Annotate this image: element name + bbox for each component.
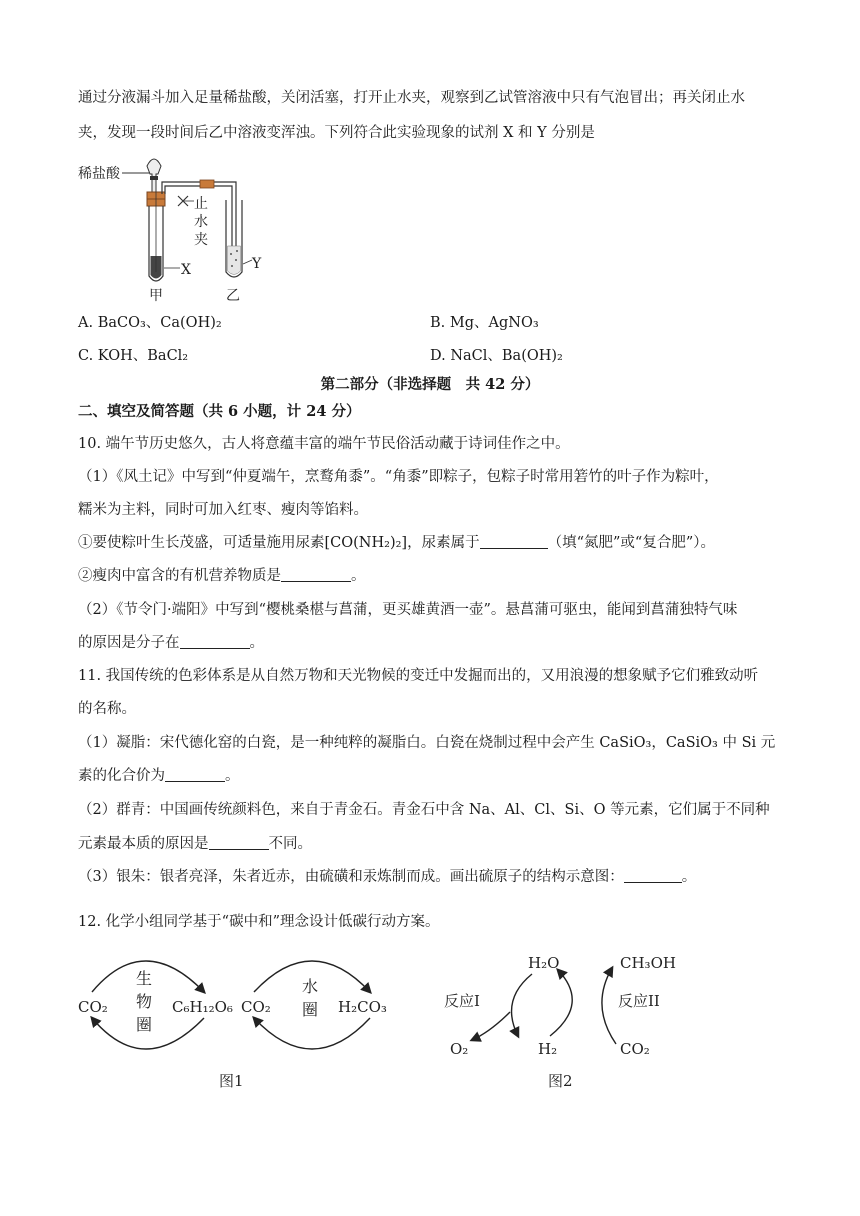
q11-p2-line1: （2）群青：中国画传统颜料色，来自于青金石。青金石中含 Na、Al、Cl、Si、O 等元素，它们属于不同种 bbox=[78, 802, 770, 818]
reaction-2-arrow-co2 bbox=[602, 968, 616, 1044]
q10-sub1-hint: （填“氮肥”或“复合肥”）。 bbox=[547, 535, 715, 551]
biosphere-char-3: 圈 bbox=[136, 1015, 153, 1034]
q10-p2-end: 。 bbox=[249, 635, 264, 651]
q10-p2-line1: （2）《节令门·端阳》中写到“樱桃桑椹与菖蒲，更买雄黄酒一壶”。悬菖蒲可驱虫，能闻到菖蒲独特气味 bbox=[78, 602, 738, 618]
q11-p1-line1: （1）凝脂：宋代德化窑的白瓷，是一种纯粹的凝脂白。白瓷在烧制过程中会产生 CaSiO₃，CaSiO₃ 中 Si 元 bbox=[78, 735, 776, 751]
q11-p2-line2 bbox=[78, 834, 312, 854]
option-d[interactable]: D. NaCl、Ba(OH)₂ bbox=[430, 348, 563, 364]
q12-stem: 12. 化学小组同学基于“碳中和”理念设计低碳行动方案。 bbox=[78, 914, 440, 930]
q10-stem: 10. 端午节历史悠久，古人将意蕴丰富的端午节民俗活动藏于诗词佳作之中。 bbox=[78, 436, 570, 452]
reaction-2-arrow-up bbox=[550, 970, 572, 1036]
hydrosphere-char-1: 水 bbox=[302, 977, 319, 996]
fig1-glucose: C₆H₁₂O₆ bbox=[172, 998, 233, 1016]
hydrosphere-arrow-bottom bbox=[254, 1018, 370, 1049]
option-b[interactable]: B. Mg、AgNO₃ bbox=[430, 315, 539, 331]
figure-1 bbox=[74, 940, 404, 1090]
reaction-1-arrow bbox=[512, 974, 532, 1036]
clamp-char-1: 止 bbox=[194, 196, 208, 212]
q11-p2-end: 不同。 bbox=[268, 836, 312, 852]
answer-blank-q10-1[interactable] bbox=[480, 534, 548, 549]
q11-stem-line2: 的名称。 bbox=[78, 701, 136, 717]
fig1-h2co3: H₂CO₃ bbox=[338, 998, 387, 1016]
q11-stem-line1: 11. 我国传统的色彩体系是从自然万物和天光物候的变迁中发掘而出的，又用浪漫的想象赋予它们雅致动听 bbox=[78, 668, 759, 684]
option-a[interactable]: A. BaCO₃、Ca(OH)₂ bbox=[78, 315, 222, 331]
q10-p2-line2 bbox=[78, 633, 264, 653]
x-label: X bbox=[181, 262, 191, 278]
q11-p3-text: （3）银朱：银者亮泽，朱者近赤，由硫磺和汞炼制而成。画出硫原子的结构示意图： bbox=[78, 869, 624, 885]
q10-sub1-text: ①要使粽叶生长茂盛，可适量施用尿素[CO(NH₂)₂]，尿素属于 bbox=[78, 535, 480, 551]
figure-2 bbox=[440, 940, 710, 1090]
q9-stem-line2: 夹，发现一段时间后乙中溶液变浑浊。下列符合此实验现象的试剂 X 和 Y 分别是 bbox=[78, 125, 595, 141]
hydrosphere-char-2: 圈 bbox=[302, 1000, 319, 1019]
q11-p2-text: 元素最本质的原因是 bbox=[78, 836, 209, 852]
fig2-reaction-1: 反应I bbox=[444, 992, 480, 1010]
acid-label: 稀盐酸 bbox=[78, 166, 120, 182]
q10-p2-text: 的原因是分子在 bbox=[78, 635, 180, 651]
q10-p1-line2: 糯米为主料，同时可加入红枣、瘦肉等馅料。 bbox=[78, 502, 368, 518]
biosphere-char-1: 生 bbox=[136, 969, 153, 988]
q10-sub2 bbox=[78, 566, 366, 586]
fig1-co2-right: CO₂ bbox=[241, 998, 271, 1016]
q9-stem-line1: 通过分液漏斗加入足量稀盐酸，关闭活塞，打开止水夹，观察到乙试管溶液中只有气泡冒出；再关闭止水 bbox=[78, 90, 745, 106]
q11-p1-end: 。 bbox=[225, 768, 240, 784]
y-label: Y bbox=[252, 256, 262, 272]
reaction-1-branch-o2 bbox=[472, 1012, 510, 1040]
q10-sub2-text: ②瘦肉中富含的有机营养物质是 bbox=[78, 568, 281, 584]
clamp-char-3: 夹 bbox=[194, 232, 208, 248]
tube-b-label: 乙 bbox=[226, 288, 240, 304]
fig1-co2-left: CO₂ bbox=[78, 998, 108, 1016]
answer-blank-q11-3[interactable] bbox=[624, 868, 682, 883]
part2-title: 第二部分（非选择题 共 42 分） bbox=[320, 376, 540, 393]
fig2-h2: H₂ bbox=[538, 1040, 558, 1058]
figure-2-caption: 图2 bbox=[548, 1072, 573, 1090]
q10-sub1 bbox=[78, 533, 715, 553]
figure-1-caption: 图1 bbox=[219, 1072, 244, 1090]
fig2-ch3oh: CH₃OH bbox=[620, 954, 676, 972]
fig2-o2: O₂ bbox=[450, 1040, 469, 1058]
clamp-char-2: 水 bbox=[194, 214, 208, 230]
q11-p3-end: 。 bbox=[681, 869, 697, 885]
tube-a-label: 甲 bbox=[149, 288, 163, 304]
q11-p1-line2 bbox=[78, 766, 240, 786]
biosphere-char-2: 物 bbox=[136, 992, 153, 1011]
answer-blank-q10-2[interactable] bbox=[281, 567, 351, 582]
fig2-h2o: H₂O bbox=[528, 954, 560, 972]
section2-title: 二、填空及简答题（共 6 小题，计 24 分） bbox=[78, 403, 361, 420]
answer-blank-q10-3[interactable] bbox=[180, 634, 250, 649]
q10-p1-line1: （1）《风土记》中写到“仲夏端午，烹鹜角黍”。“角黍”即粽子，包粽子时常用箬竹的叶子作为粽叶， bbox=[78, 469, 719, 485]
fig2-co2: CO₂ bbox=[620, 1040, 650, 1058]
q10-sub2-end: 。 bbox=[351, 568, 366, 584]
option-c[interactable]: C. KOH、BaCl₂ bbox=[78, 348, 189, 364]
answer-blank-q11-2[interactable] bbox=[209, 835, 269, 850]
fig2-reaction-2: 反应II bbox=[618, 992, 660, 1010]
q11-p3 bbox=[78, 867, 696, 887]
apparatus-figure bbox=[76, 148, 276, 306]
q11-p1-text: 素的化合价为 bbox=[78, 768, 165, 784]
answer-blank-q11-1[interactable] bbox=[165, 767, 225, 782]
